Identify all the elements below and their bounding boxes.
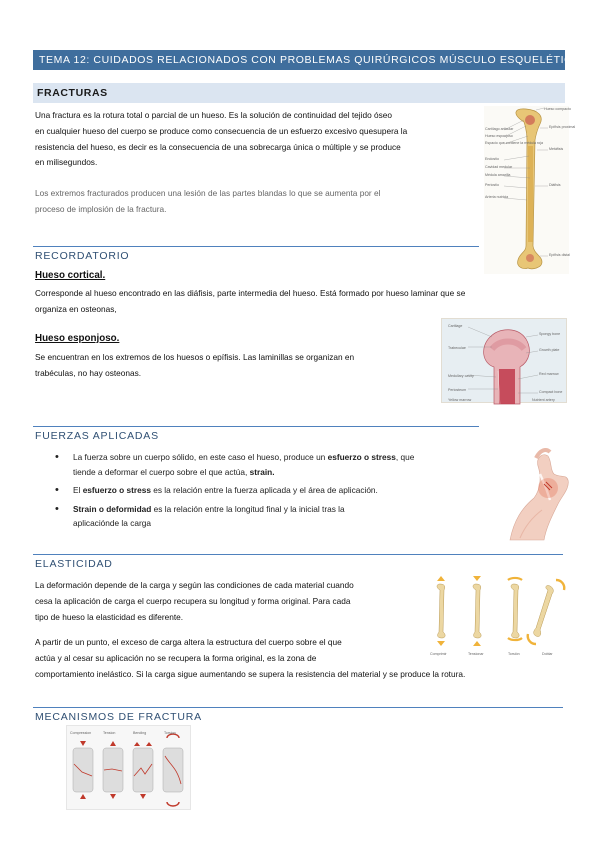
figure-label: Doblar — [542, 652, 553, 656]
section-divider — [33, 246, 479, 247]
text-line: resistencia del hueso, es decir es la consecuencia de una sobrecarga única o múltiple y se produce — [35, 141, 401, 152]
text-line: La deformación depende de la carga y según las condiciones de cada material cuando — [35, 580, 354, 590]
text-line: comportamiento inelástico. Si la carga sigue aumentando se supera la resistencia del material y se produce la rotura. — [35, 668, 466, 679]
text-line: en cualquier hueso del cuerpo se produce como consecuencia de un esfuerzo excesivo quesupera la — [35, 125, 408, 136]
section-divider — [33, 707, 563, 708]
subheading-hueso-esponjoso: Hueso esponjoso. — [35, 333, 120, 344]
text-run: esfuerzo o stress — [82, 485, 151, 495]
text-line: Una fractura es la rotura total o parcial de un hueso. Es la solución de continuidad del tejido óseo — [35, 110, 392, 120]
text-run: strain. — [249, 466, 275, 477]
text-line: en milisegundos. — [35, 157, 98, 168]
text-line: Se encuentran en los extremos de los huesos o epífisis. Las laminillas se organizan en — [35, 352, 355, 362]
figure-label: Spongy bone — [539, 332, 561, 336]
figure-label: Tensionar — [468, 652, 484, 656]
figure-label: Médula amarilla — [485, 173, 511, 177]
figure-label: Compact bone — [539, 390, 563, 394]
section-title-fracturas: FRACTURAS — [33, 83, 565, 103]
text-line: Los extremos fracturados producen una lesión de las partes blandas lo que se aumenta por el — [35, 188, 381, 198]
text-line: A partir de un punto, el exceso de carga altera la estructura del cuerpo sobre el que — [35, 637, 342, 647]
text-run: es la relación entre la fuerza aplicada y el área de aplicación. — [150, 485, 378, 495]
figure-label: Nutrient artery — [532, 398, 555, 402]
figure-label: Torsion — [164, 731, 176, 735]
text-line: organiza en osteonas, — [35, 303, 117, 314]
figure-label: Hueso esponjoso — [485, 134, 513, 138]
figure-label: Metáfisis — [549, 147, 564, 151]
list-item — [49, 502, 494, 531]
text-line: cesa la aplicación de carga el cuerpo recupera su longitud y forma original. Para cada — [35, 595, 351, 606]
figure-label: Endostio — [485, 157, 499, 161]
text-line: proceso de implosión de la fractura. — [35, 203, 167, 214]
section-title-mecanismos-de-fractura: MECANISMOS DE FRACTURA — [35, 711, 202, 723]
figure-label: Red marrow — [539, 372, 559, 376]
figure-label: Medullary cavity — [448, 374, 474, 378]
wrist-fracture-figure — [500, 444, 572, 540]
figure-label: Periosteum — [448, 388, 467, 392]
text-line: tipo de hueso la elasticidad es diferente. — [35, 611, 184, 622]
figure-label: Tension — [103, 731, 116, 735]
document-title-banner: TEMA 12: CUIDADOS RELACIONADOS CON PROBLEMAS QUIRÚRGICOS MÚSCULO ESQUELÉTICO — [33, 50, 565, 70]
figure-label: Epífisis proximal — [549, 125, 576, 129]
figure-label: Bending — [133, 731, 147, 735]
fracturas-paragraph-1 — [35, 108, 480, 171]
text-run: es la relación entre la longitud final y la inicial tras la — [151, 503, 345, 514]
section-title-recordatorio: RECORDATORIO — [35, 250, 130, 262]
elasticidad-paragraph-1 — [35, 578, 435, 625]
section-title-elasticidad: ELASTICIDAD — [35, 558, 113, 570]
text-line: trabéculas, no hay osteonas. — [35, 367, 142, 378]
bone-structure-figure — [441, 318, 567, 403]
esponjoso-paragraph — [35, 350, 440, 382]
list-item — [49, 483, 494, 498]
figure-label: Comprimir — [430, 652, 447, 656]
section-divider — [33, 554, 563, 555]
figure-label: Growth plate — [539, 348, 560, 352]
text-run: , que — [395, 452, 415, 462]
figure-label: Torsión — [508, 652, 520, 656]
figure-label: Arteria nutricia — [485, 195, 509, 199]
section-divider — [33, 426, 479, 427]
figure-label: Espacio que contiene la médula roja — [485, 141, 543, 145]
text-run: La fuerza sobre un cuerpo sólido, en este caso el hueso, produce un — [73, 452, 328, 462]
text-run: aplicaciónde la carga — [73, 518, 151, 528]
figure-label: Hueso compacto — [544, 107, 571, 111]
load-types-figure — [428, 576, 573, 658]
section-title-fuerzas-aplicadas: FUERZAS APLICADAS — [35, 430, 159, 442]
figure-label: Diáfisis — [549, 183, 561, 187]
text-run: El — [73, 485, 83, 495]
text-run: tiende a deformar el cuerpo sobre el que actúa, — [73, 466, 250, 477]
figure-label: Compression — [70, 731, 92, 735]
text-line: Corresponde al hueso encontrado en las diáfisis, parte intermedia del hueso. Está formado por hueso laminar que se — [35, 288, 466, 298]
figure-label: Periostio — [485, 183, 499, 187]
figure-label: Trabeculae — [448, 346, 466, 350]
figure-label: Cartilage — [448, 324, 463, 328]
figure-label: Yellow marrow — [448, 398, 472, 402]
figure-label: Cavidad medular — [485, 165, 513, 169]
cortical-paragraph — [35, 286, 575, 318]
figure-label: Epífisis distal — [549, 253, 570, 257]
fuerzas-bullet-list — [49, 450, 494, 535]
text-run: esfuerzo o stress — [327, 452, 396, 462]
text-run: Strain o deformidad — [73, 503, 152, 514]
text-line: actúa y al cesar su aplicación no se recupera la forma original, es la zona de — [35, 652, 317, 663]
list-item — [49, 450, 494, 479]
fracturas-paragraph-2 — [35, 186, 480, 218]
femur-anatomy-figure — [484, 106, 576, 274]
subheading-hueso-cortical: Hueso cortical. — [35, 270, 106, 281]
figure-label: Cartílago articular — [485, 127, 514, 131]
fracture-mechanisms-figure — [66, 725, 191, 810]
